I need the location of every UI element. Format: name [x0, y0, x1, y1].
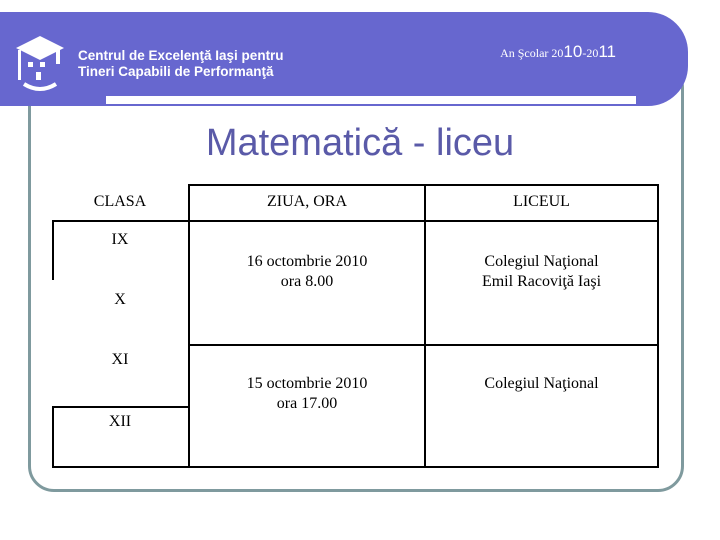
schedule-table — [52, 184, 659, 468]
table-border — [52, 406, 188, 408]
row1-date — [190, 252, 424, 292]
row1-school-line1: Colegiul Naţional — [484, 253, 599, 270]
table-border — [657, 184, 659, 468]
year-prefix: An Şcolar 20 — [500, 46, 564, 60]
class-ix: IX — [111, 231, 129, 248]
class-xii: XII — [108, 413, 132, 430]
year-start: 10 — [563, 42, 583, 61]
year-end: 11 — [598, 42, 616, 61]
table-border — [52, 220, 188, 222]
header-banner — [0, 12, 688, 106]
organization-name — [78, 48, 284, 80]
header-liceul: LICEUL — [513, 193, 570, 210]
center-logo-icon — [12, 34, 68, 94]
table-border — [52, 220, 54, 280]
school-year — [500, 42, 616, 62]
header-stripe — [106, 96, 636, 104]
table-border — [424, 184, 426, 468]
row2-date-line1: 15 octombrie 2010 — [246, 375, 368, 392]
table-border — [188, 184, 190, 468]
org-line-2: Tineri Capabili de Performanţă — [78, 64, 274, 79]
row2-date-line2: ora 17.00 — [276, 395, 338, 412]
table-border-bottom — [52, 466, 659, 468]
header-clasa: CLASA — [93, 193, 147, 210]
header-ziua-ora: ZIUA, ORA — [267, 193, 347, 210]
class-x: X — [114, 291, 126, 308]
year-mid: -20 — [582, 46, 599, 60]
class-xi: XI — [111, 351, 129, 368]
row1-school — [426, 252, 657, 292]
row1-date-line1: 16 octombrie 2010 — [246, 253, 368, 270]
row1-school-line2: Emil Racoviţă Iaşi — [481, 273, 602, 290]
row2-school — [426, 374, 657, 394]
table-border — [52, 406, 54, 468]
row2-date — [190, 374, 424, 414]
org-line-1: Centrul de Excelenţă Iaşi pentru — [78, 48, 284, 63]
row1-date-line2: ora 8.00 — [280, 273, 334, 290]
row2-school-line1: Colegiul Naţional — [484, 375, 599, 392]
page-title: Matematică - liceu — [205, 122, 515, 164]
